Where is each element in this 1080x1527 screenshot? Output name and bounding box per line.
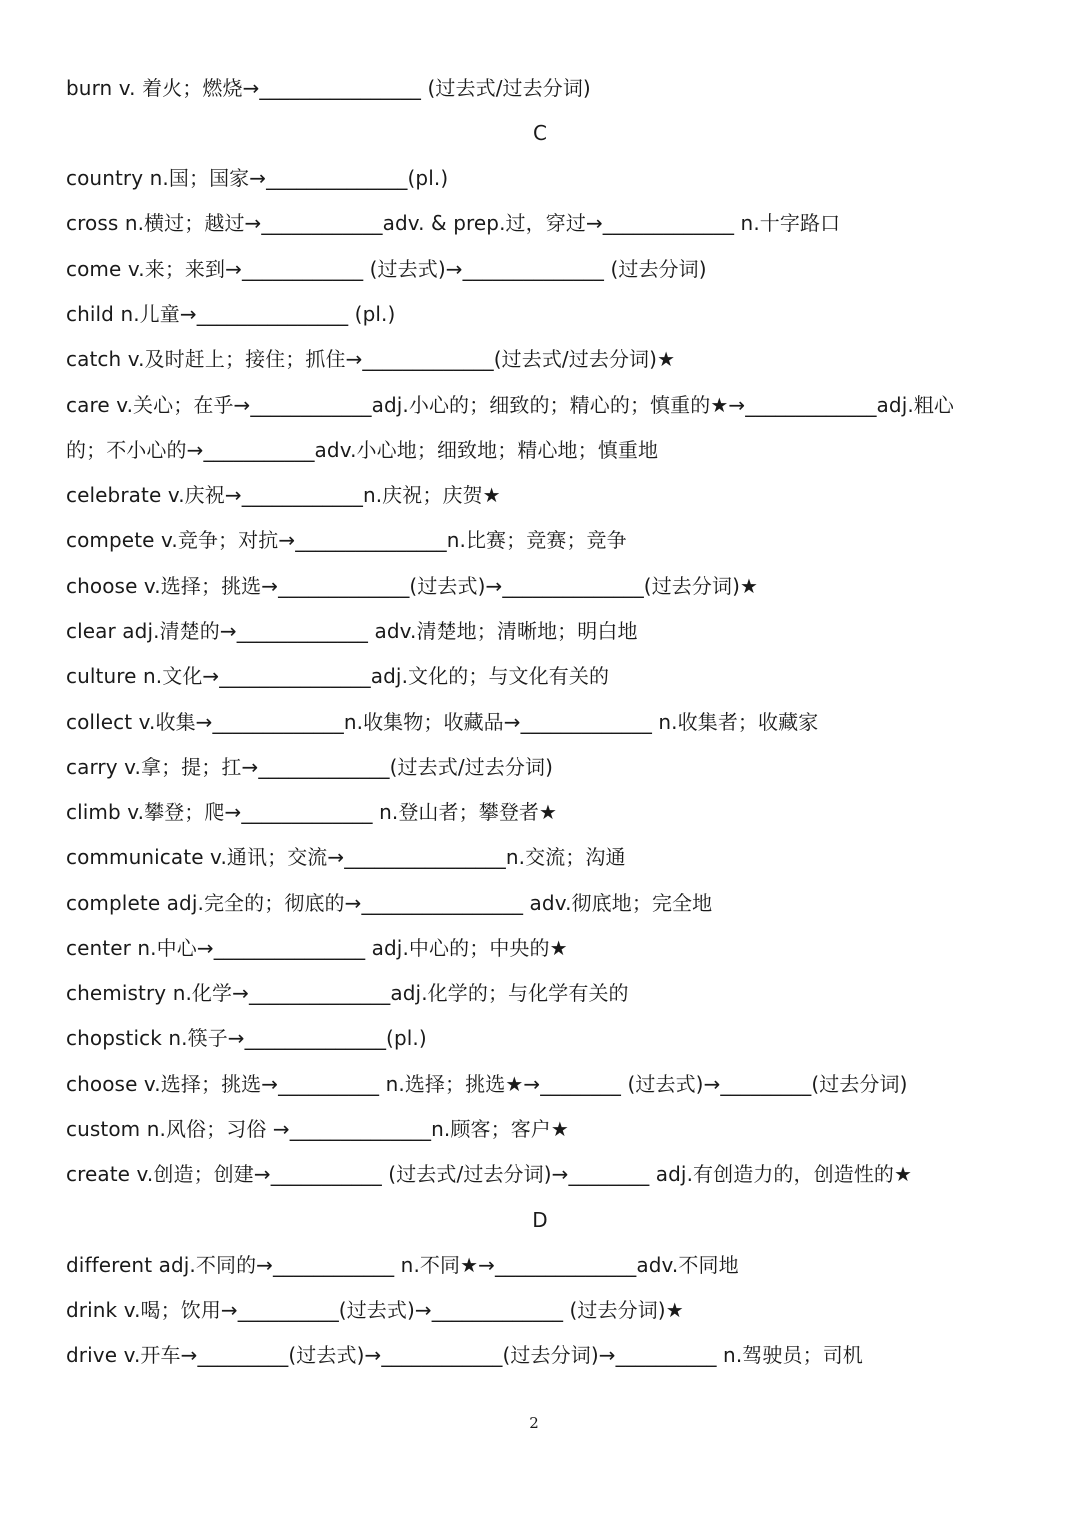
entry-care: care v.关心；在乎→____________adj.小心的；细致的；精心的；慎重的★→_____________adj.粗心 <box>66 393 955 417</box>
section-heading-c: C <box>533 121 547 145</box>
entry-country: country n.国；国家→______________(pl.) <box>66 166 449 190</box>
entry-choose-2: choose v.选择；挑选→__________ n.选择；挑选★→________ (过去式)→_________(过去分词) <box>66 1072 908 1096</box>
entry-burn: burn v. 着火；燃烧→________________ (过去式/过去分词) <box>66 76 591 100</box>
section-heading-d: D <box>532 1208 548 1232</box>
entry-drive: drive v.开车→_________(过去式)→____________(过去分词)→__________ n.驾驶员；司机 <box>66 1343 863 1367</box>
entry-child: child n.儿童→_______________ (pl.) <box>66 302 396 326</box>
entry-collect: collect v.收集→_____________n.收集物；收藏品→_____________ n.收集者；收藏家 <box>66 710 819 734</box>
entry-custom: custom n.风俗；习俗 →______________n.顾客；客户★ <box>66 1117 569 1141</box>
entry-chemistry: chemistry n.化学→______________adj.化学的；与化学有关的 <box>66 981 629 1005</box>
entry-drink: drink v.喝；饮用→__________(过去式)→_____________ (过去分词)★ <box>66 1298 684 1322</box>
entry-communicate: communicate v.通讯；交流→________________n.交流；沟通 <box>66 845 626 869</box>
entry-choose: choose v.选择；挑选→_____________(过去式)→______________(过去分词)★ <box>66 574 759 598</box>
entry-different: different adj.不同的→____________ n.不同★→______________adv.不同地 <box>66 1253 739 1277</box>
entry-chopstick: chopstick n.筷子→______________(pl.) <box>66 1026 427 1050</box>
entry-clear: clear adj.清楚的→_____________ adv.清楚地；清晰地；明白地 <box>66 619 638 643</box>
entry-celebrate: celebrate v.庆祝→____________n.庆祝；庆贺★ <box>66 483 501 507</box>
page-number: 2 <box>529 1414 539 1432</box>
entry-create: create v.创造；创建→___________ (过去式/过去分词)→________ adj.有创造力的，创造性的★ <box>66 1162 913 1186</box>
entry-climb: climb v.攀登；爬→_____________ n.登山者；攀登者★ <box>66 800 558 824</box>
entry-care-continued: 的；不小心的→___________adv.小心地；细致地；精心地；慎重地 <box>66 438 659 462</box>
entry-complete: complete adj.完全的；彻底的→________________ adv.彻底地；完全地 <box>66 891 713 915</box>
entry-culture: culture n.文化→_______________adj.文化的；与文化有关的 <box>66 664 610 688</box>
entry-carry: carry v.拿；提；扛→_____________(过去式/过去分词) <box>66 755 553 779</box>
entry-compete: compete v.竞争；对抗→_______________n.比赛；竞赛；竞争 <box>66 528 627 552</box>
entry-center: center n.中心→_______________ adj.中心的；中央的★ <box>66 936 568 960</box>
entry-come: come v.来；来到→____________ (过去式)→______________ (过去分词) <box>66 257 707 281</box>
entry-catch: catch v.及时赶上；接住；抓住→_____________(过去式/过去分词)★ <box>66 347 676 371</box>
entry-cross: cross n.横过；越过→____________adv. & prep.过，穿过→_____________ n.十字路口 <box>66 211 841 235</box>
